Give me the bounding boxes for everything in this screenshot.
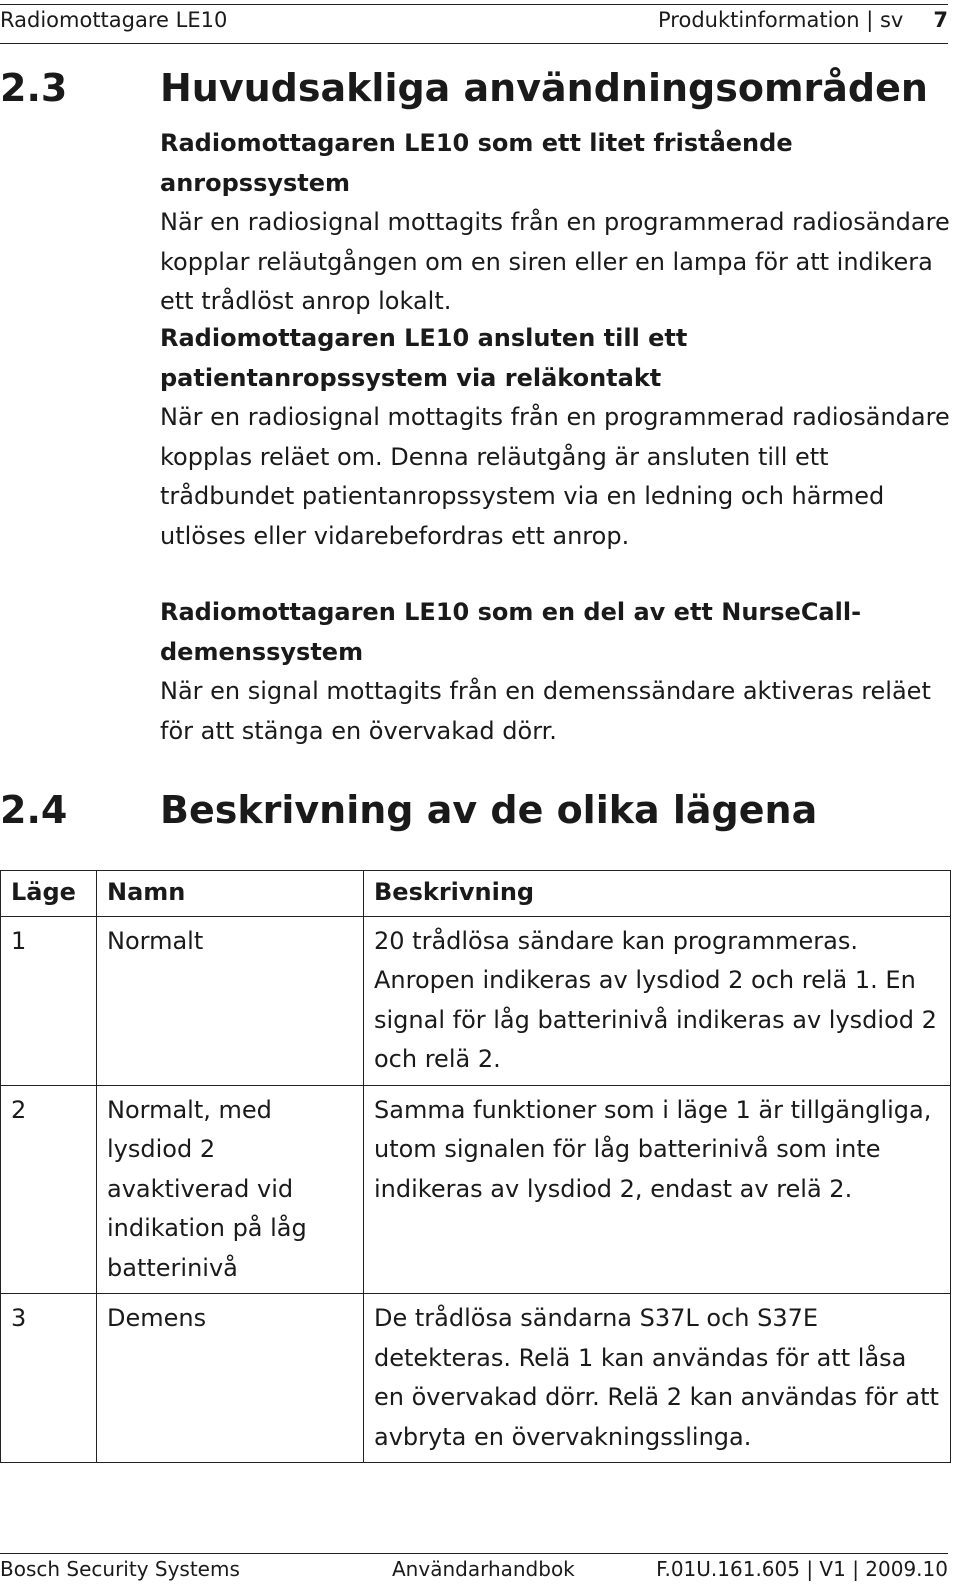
- usage-block-title: Radiomottagaren LE10 som ett litet fristående anropssystem: [160, 129, 793, 197]
- usage-block-text: När en signal mottagits från en demenssändare aktiveras reläet för att stänga en övervakad dörr.: [160, 677, 931, 745]
- header-product-name: Radiomottagare LE10: [0, 8, 228, 32]
- section-number: 2.3: [0, 66, 68, 110]
- usage-block-title: Radiomottagaren LE10 ansluten till ett patientanropssystem via reläkontakt: [160, 324, 688, 392]
- col-header-description: Beskrivning: [364, 871, 951, 917]
- cell-mode: 1: [1, 916, 97, 1085]
- table-row: [1, 1294, 951, 1463]
- footer-doc-id: F.01U.161.605 | V1 | 2009.10: [656, 1557, 948, 1581]
- section-heading-2-4: [0, 788, 817, 832]
- table-row: [1, 1085, 951, 1294]
- cell-name: Normalt, med lysdiod 2 avaktiverad vid indikation på låg batterinivå: [97, 1085, 364, 1294]
- cell-mode: 3: [1, 1294, 97, 1463]
- header-rule-bottom: [0, 43, 948, 44]
- cell-description: 20 trådlösa sändare kan programmeras. Anropen indikeras av lysdiod 2 och relä 1. En signal för låg batterinivå indikeras av lysdiod 2 och relä 2.: [364, 916, 951, 1085]
- footer-doc-type: Användarhandbok: [392, 1557, 575, 1581]
- cell-description: De trådlösa sändarna S37L och S37E detekteras. Relä 1 kan användas för att låsa en övervakad dörr. Relä 2 kan användas för att avbryta en övervakningsslinga.: [364, 1294, 951, 1463]
- usage-block-text: När en radiosignal mottagits från en programmerad radiosändare kopplas reläet om. Denna reläutgång är ansluten till ett trådbundet patientanropssystem via en ledning och härmed utlöses eller vidarebefordras ett anrop.: [160, 403, 950, 550]
- col-header-mode: Läge: [1, 871, 97, 917]
- header-section-info: [658, 8, 948, 32]
- header-section-label: Produktinformation | sv: [658, 8, 904, 32]
- modes-table: [0, 870, 951, 1463]
- table-row: [1, 916, 951, 1085]
- usage-block-text: När en radiosignal mottagits från en programmerad radiosändare kopplar reläutgången om en siren eller en lampa för att indikera ett trådlöst anrop lokalt.: [160, 208, 950, 315]
- section-title: Huvudsakliga användningsområden: [160, 66, 928, 110]
- usage-block-dementia: [160, 593, 931, 751]
- cell-name: Normalt: [97, 916, 364, 1085]
- usage-block-title: Radiomottagaren LE10 som en del av ett NurseCall-demenssystem: [160, 598, 862, 666]
- section-heading-2-3: [0, 66, 928, 110]
- footer-rule: [0, 1553, 948, 1554]
- usage-block-relay-contact: [160, 319, 950, 556]
- section-number: 2.4: [0, 788, 68, 832]
- table-header-row: [1, 871, 951, 917]
- col-header-name: Namn: [97, 871, 364, 917]
- cell-name: Demens: [97, 1294, 364, 1463]
- footer-company: Bosch Security Systems: [0, 1557, 240, 1581]
- cell-mode: 2: [1, 1085, 97, 1294]
- usage-block-standalone: [160, 124, 950, 322]
- header-rule-top: [0, 4, 948, 5]
- cell-description: Samma funktioner som i läge 1 är tillgängliga, utom signalen för låg batterinivå som inte indikeras av lysdiod 2, endast av relä 2.: [364, 1085, 951, 1294]
- page-number: 7: [933, 8, 948, 32]
- section-title: Beskrivning av de olika lägena: [160, 788, 818, 832]
